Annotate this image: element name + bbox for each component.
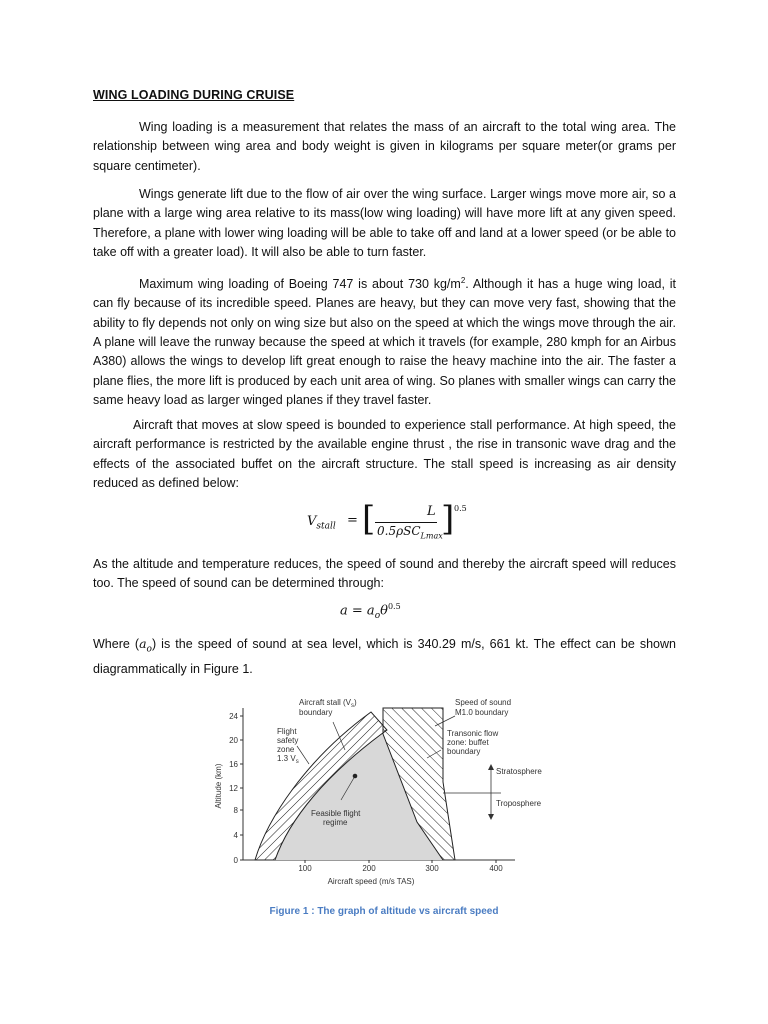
feasible-label-1: Feasible flight — [311, 809, 361, 818]
y-tick-12: 12 — [229, 784, 238, 793]
equation-denominator: 0.5ρSC$_{Lmax}$ — [377, 524, 443, 541]
fraction-bar — [375, 522, 437, 523]
stall-label-2: boundary — [299, 708, 333, 717]
y-tick-24: 24 — [229, 712, 238, 721]
stall-speed-equation — [307, 500, 487, 546]
equation-equals: = — [347, 513, 358, 528]
transonic-label-2: zone: buffet — [447, 738, 489, 747]
superscript: 2 — [460, 276, 466, 285]
y-tick-8: 8 — [233, 806, 238, 815]
paragraph-3-text-b: . Although it has a huge wing load, it can fly because of its incredible speed. Planes are heavy, but they can move very fast, showing that the ability to fly depends not only on wing size but also on the speed at which the wings move through the air. A plane will leave the runway because the speed at which it travels (for example, 280 kmph for an Airbus A380) allows the wings to develop lift great enough to raise the heavy machine into the air. The faster a plane flies, the more lift is produced by each unit area of wing. So planes with smaller wings can carry the same heavy load as larger winged planes if they travel faster. — [93, 277, 676, 407]
x-axis-label: Aircraft speed (m/s TAS) — [327, 877, 415, 886]
y-tick-0: 0 — [233, 856, 238, 865]
section-heading: WING LOADING DURING CRUISE — [93, 88, 295, 102]
safety-label-3: zone — [277, 745, 295, 754]
safety-label-4: 1.3 $V_s$ — [277, 754, 299, 765]
y-tick-labels — [229, 712, 243, 865]
x-tick-100: 100 — [298, 864, 312, 873]
x-tick-labels — [298, 860, 503, 873]
stall-label-1: Aircraft stall $(V_s)$ — [299, 698, 357, 709]
equation-numerator: L — [427, 504, 436, 519]
equation-exponent: 0.5 — [454, 504, 467, 513]
equation-lhs: $V_{stall}$ — [307, 514, 336, 532]
sound-label-1: Speed of sound — [455, 698, 512, 707]
altitude-speed-figure — [205, 690, 545, 895]
left-bracket: [ — [362, 499, 376, 539]
paragraph-5: As the altitude and temperature reduces, the speed of sound and thereby the aircraft speed will reduces too. The speed of sound can be determined through: — [93, 557, 676, 591]
feasible-marker — [353, 774, 358, 779]
paragraph-3 — [93, 271, 676, 410]
safety-label-1: Flight — [277, 727, 297, 736]
paragraph-2: Wings generate lift due to the flow of air over the wing surface. Larger wings move more air, so a plane with a large wing area relative to its mass(low wing loading) will have more lift at any given speed. Therefore, a plane with lower wing loading will be able to take off and land at a lower speed (or be able to take off with a greater load). It will also be able to turn faster. — [93, 187, 676, 259]
y-tick-16: 16 — [229, 760, 238, 769]
transonic-label-3: boundary — [447, 747, 481, 756]
paragraph-6: Where $(a_o)$ is the speed of sound at sea level, which is 340.29 m/s, 661 kt. The effect can be shown diagrammatically in Figure 1. — [93, 636, 676, 676]
figure-caption: Figure 1 : The graph of altitude vs aircraft speed — [269, 906, 499, 917]
y-axis-label: Altitude (km) — [214, 763, 223, 809]
y-tick-4: 4 — [233, 831, 238, 840]
transonic-label-1: Transonic flow — [447, 729, 499, 738]
paragraph-3-text-a: Maximum wing loading of Boeing 747 is about 730 kg/m — [139, 277, 461, 292]
sound-label-2: M1.0 boundary — [455, 708, 509, 717]
speed-of-sound-equation: $a = a_o\theta^{0.5}$ — [340, 602, 401, 621]
troposphere-label: Troposphere — [496, 799, 542, 808]
x-tick-400: 400 — [489, 864, 503, 873]
x-tick-300: 300 — [425, 864, 439, 873]
feasible-label-2: regime — [323, 818, 348, 827]
x-tick-200: 200 — [362, 864, 376, 873]
paragraph-4: Aircraft that moves at slow speed is bounded to experience stall performance. At high speed, the aircraft performance is restricted by the available engine thrust , the rise in transonic wave drag and the effects of the associated buffet on the aircraft structure. The stall speed is increasing as air density reduced as defined below: — [93, 418, 676, 490]
safety-label-2: safety — [277, 736, 299, 745]
right-bracket: ] — [441, 499, 455, 539]
stratosphere-label: Stratosphere — [496, 767, 542, 776]
y-tick-20: 20 — [229, 736, 238, 745]
paragraph-1: Wing loading is a measurement that relates the mass of an aircraft to the total wing area. The relationship between wing area and body weight is given in kilograms per square meter(or grams per square centimeter). — [93, 120, 676, 173]
